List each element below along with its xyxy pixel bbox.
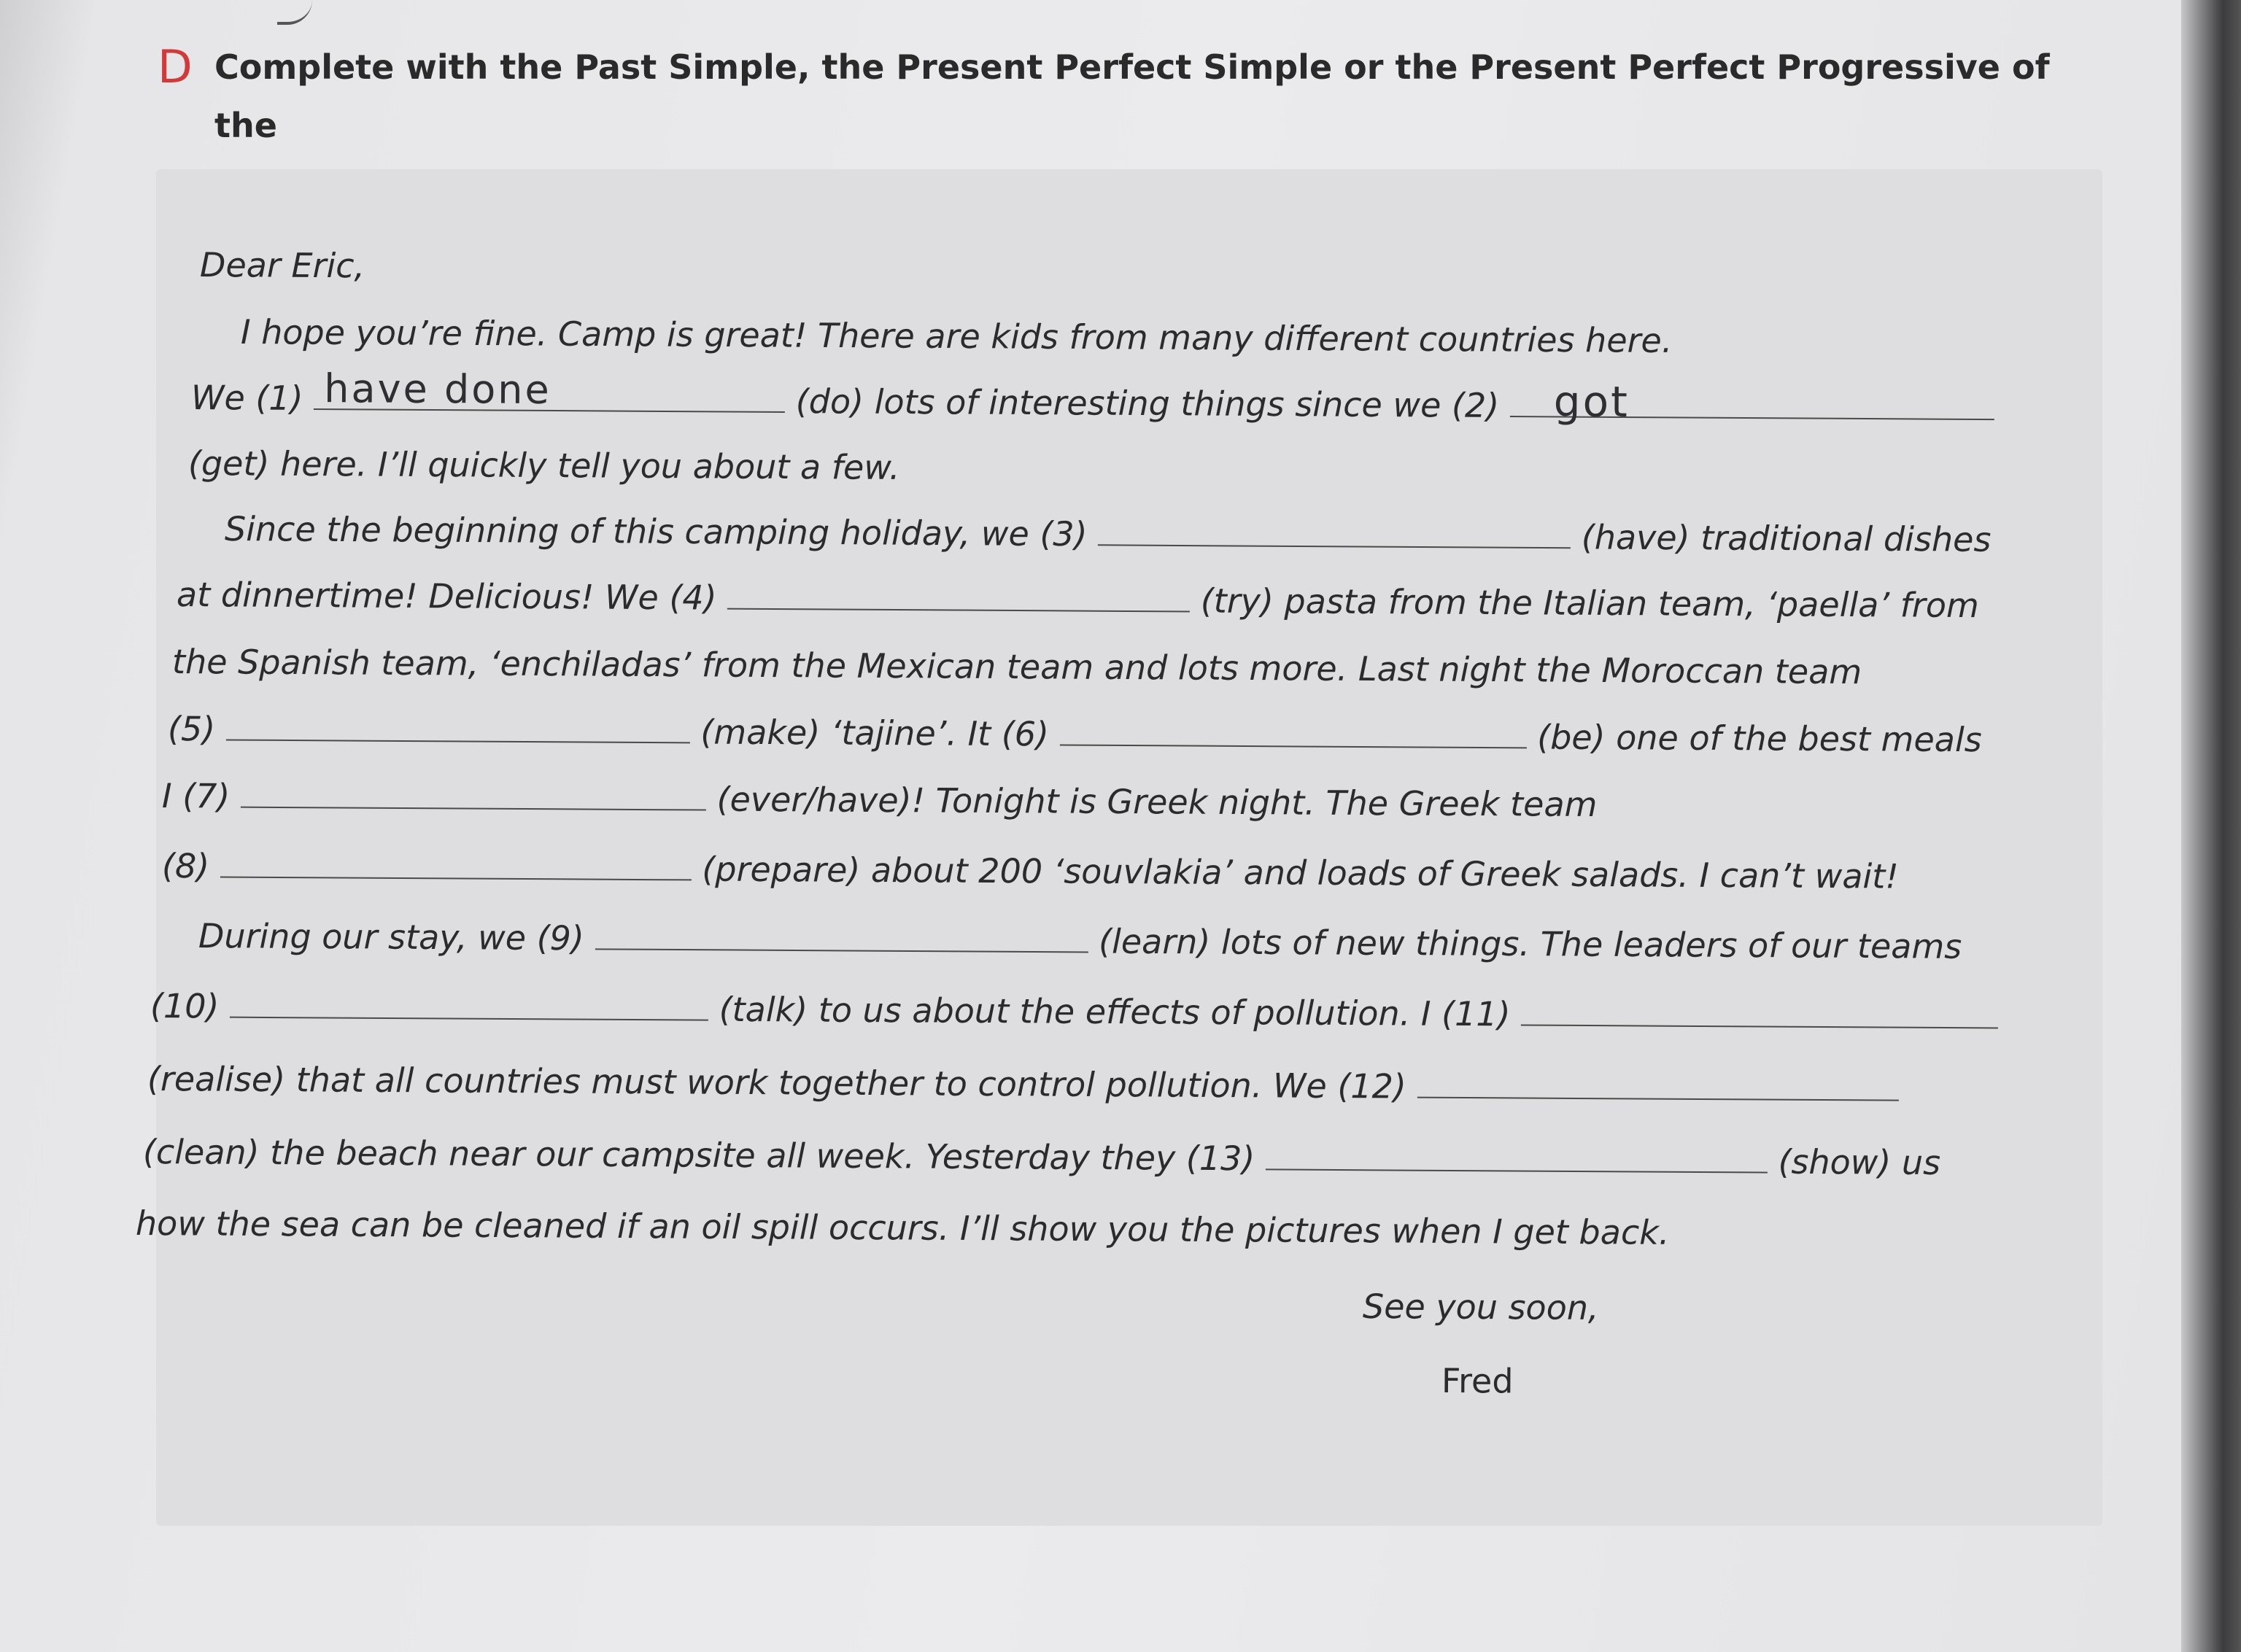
letter-signature: Fred xyxy=(1441,1361,1514,1401)
answer-blank-7[interactable] xyxy=(241,777,706,811)
answer-blank-11[interactable] xyxy=(1521,995,1998,1028)
line-4-start: Since the beginning of this camping holiday, we (3) xyxy=(224,509,1088,554)
previous-exercise-mark xyxy=(277,0,312,25)
answer-blank-3[interactable] xyxy=(1098,515,1571,548)
line-13-end: (show) us xyxy=(1778,1141,1941,1183)
answer-blank-1[interactable] xyxy=(314,365,785,414)
line-12-start: (realise) that all countries must work together to control pollution. We (12) xyxy=(147,1059,1407,1106)
line-9-end: (prepare) about 200 ‘souvlakia’ and loads of Greek salads. I can’t wait! xyxy=(702,849,1899,896)
handwritten-answer-1: have done xyxy=(324,365,551,414)
letter-line-3: (get) here. I’ll quickly tell you about a few. xyxy=(187,443,900,487)
line-9-start: (8) xyxy=(161,846,210,886)
letter-greeting: Dear Eric, xyxy=(199,245,365,286)
answer-blank-4[interactable] xyxy=(727,579,1190,613)
line-8-start: I (7) xyxy=(161,776,231,816)
answer-blank-10[interactable] xyxy=(230,988,708,1021)
answer-blank-5[interactable] xyxy=(226,710,690,743)
line-10-start: During our stay, we (9) xyxy=(198,916,585,958)
line-8-end: (ever/have)! Tonight is Greek night. The Greek team xyxy=(716,779,1598,825)
line-10-end: (learn) lots of new things. The leaders of our teams xyxy=(1098,921,1962,966)
line-7-start: (5) xyxy=(167,709,216,749)
letter-line-1: I hope you’re fine. Camp is great! There are kids from many different countries here. xyxy=(240,312,1673,360)
line-11-middle: (talk) to us about the effects of pollution. I (11) xyxy=(719,989,1511,1034)
letter-line-14: how the sea can be cleaned if an oil spill occurs. I’ll show you the pictures when I get back. xyxy=(135,1203,1670,1252)
answer-blank-2[interactable] xyxy=(1510,376,1994,427)
line-11-start: (10) xyxy=(150,986,220,1026)
handwritten-answer-2: got xyxy=(1553,376,1630,427)
letter-closing: See you soon, xyxy=(1362,1287,1599,1327)
line-2-middle: (do) lots of interesting things since we (2) xyxy=(795,381,1500,425)
line-13-start: (clean) the beach near our campsite all week. Yesterday they (13) xyxy=(142,1132,1255,1179)
letter-line-6: the Spanish team, ‘enchiladas’ from the Mexican team and lots more. Last night the Moroccan team xyxy=(171,642,1862,692)
line-2-start: We (1) xyxy=(190,378,303,418)
line-7-middle: (make) ‘tajine’. It (6) xyxy=(700,712,1050,754)
book-spine xyxy=(2181,0,2241,1652)
line-4-end: (have) traditional dishes xyxy=(1581,517,1992,559)
answer-blank-13[interactable] xyxy=(1266,1139,1768,1173)
exercise-letter: D xyxy=(158,40,193,93)
line-5-end: (try) pasta from the Italian team, ‘paella’ from xyxy=(1200,581,1979,626)
answer-blank-6[interactable] xyxy=(1060,715,1527,748)
answer-blank-9[interactable] xyxy=(595,919,1088,953)
answer-blank-8[interactable] xyxy=(220,847,692,880)
line-5-start: at dinnertime! Delicious! We (4) xyxy=(176,575,717,618)
line-7-end: (be) one of the best meals xyxy=(1537,717,1982,760)
answer-blank-12[interactable] xyxy=(1417,1068,1898,1101)
instruction-line-1: Complete with the Past Simple, the Present Perfect Simple or the Present Perfect Progressive of the xyxy=(214,47,2050,145)
